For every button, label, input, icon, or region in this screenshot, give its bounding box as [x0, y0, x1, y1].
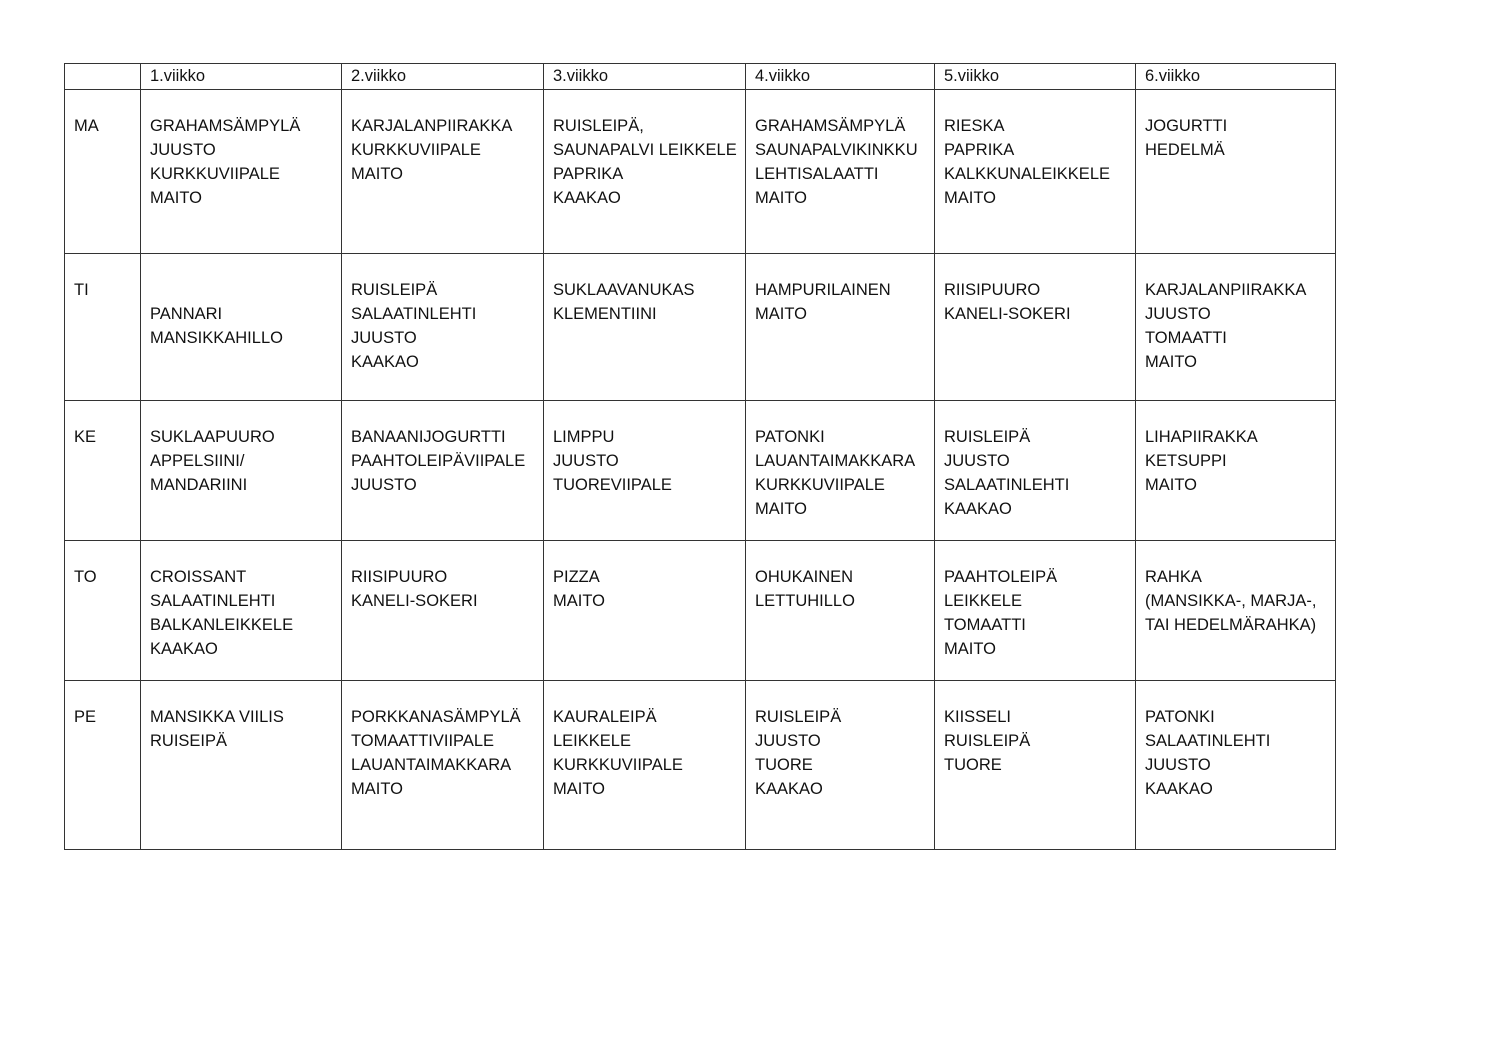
menu-item: KURKKUVIIPALE: [351, 141, 481, 159]
menu-item: KAAKAO: [944, 500, 1012, 518]
menu-cell: [342, 681, 544, 850]
menu-cell: [342, 401, 544, 541]
menu-item: LIHAPIIRAKKA: [1145, 428, 1258, 446]
menu-item: MAITO: [1145, 353, 1197, 371]
menu-item: RUISLEIPÄ,: [553, 117, 644, 135]
menu-item: SALAATINLEHTI: [150, 592, 276, 610]
menu-item: MANSIKKA VIILIS: [150, 708, 284, 726]
menu-item: PAAHTOLEIPÄVIIPALE: [351, 452, 526, 470]
menu-item: LIMPPU: [553, 428, 615, 446]
menu-cell: [342, 90, 544, 254]
menu-item: LETTUHILLO: [755, 592, 855, 610]
menu-cell: [342, 541, 544, 681]
menu-item: RIESKA: [944, 117, 1005, 135]
menu-item: TUORE: [944, 756, 1002, 774]
menu-item: KALKKUNALEIKKELE: [944, 165, 1110, 183]
menu-item: PATONKI: [755, 428, 825, 446]
menu-item: JUUSTO: [150, 141, 216, 159]
menu-cell: [935, 541, 1136, 681]
menu-item: KAAKAO: [351, 353, 419, 371]
menu-item: KARJALANPIIRAKKA: [1145, 281, 1307, 299]
menu-item: LEHTISALAATTI: [755, 165, 879, 183]
menu-item: PIZZA: [553, 568, 600, 586]
day-label: PE: [74, 708, 97, 726]
menu-item: CROISSANT: [150, 568, 247, 586]
menu-cell: [141, 681, 342, 850]
menu-item: KAAKAO: [150, 640, 218, 658]
menu-item: TOMAATTIVIIPALE: [351, 732, 495, 750]
day-cell: [65, 541, 141, 681]
menu-item: JUUSTO: [755, 732, 821, 750]
menu-item: BALKANLEIKKELE: [150, 616, 294, 634]
day-cell: [65, 681, 141, 850]
menu-item: SAUNAPALVIKINKKU: [755, 141, 918, 159]
menu-item: JUUSTO: [1145, 305, 1211, 323]
menu-cell: [935, 681, 1136, 850]
header-cell-day: [65, 64, 141, 90]
menu-item: GRAHAMSÄMPYLÄ: [755, 117, 906, 135]
menu-item: KANELI-SOKERI: [944, 305, 1071, 323]
menu-item: JUUSTO: [351, 329, 417, 347]
menu-item: LEIKKELE: [553, 732, 631, 750]
menu-item: MAITO: [755, 305, 807, 323]
header-cell-week-5: 5.viikko: [935, 64, 1136, 90]
menu-cell: [935, 90, 1136, 254]
menu-item: PAAHTOLEIPÄ: [944, 568, 1058, 586]
menu-cell: [544, 254, 746, 401]
menu-item: RUISLEIPÄ: [944, 428, 1031, 446]
menu-item: SALAATINLEHTI: [351, 305, 477, 323]
menu-item: JUUSTO: [944, 452, 1010, 470]
menu-item: HAMPURILAINEN: [755, 281, 891, 299]
menu-item: SAUNAPALVI LEIKKELE: [553, 141, 737, 159]
menu-item: PATONKI: [1145, 708, 1215, 726]
menu-item: RUISLEIPÄ: [944, 732, 1031, 750]
menu-item: MAITO: [944, 640, 996, 658]
menu-item: KAAKAO: [553, 189, 621, 207]
day-cell: [65, 401, 141, 541]
menu-cell: [746, 681, 935, 850]
menu-item: KLEMENTIINI: [553, 305, 657, 323]
menu-cell: [935, 401, 1136, 541]
menu-item: MAITO: [755, 500, 807, 518]
menu-item: TOMAATTI: [944, 616, 1026, 634]
menu-cell: [544, 541, 746, 681]
menu-item: (MANSIKKA-, MARJA-,: [1145, 592, 1317, 610]
menu-cell: [141, 401, 342, 541]
header-cell-week-3: 3.viikko: [544, 64, 746, 90]
day-label: TO: [74, 568, 97, 586]
menu-item: RIISIPUURO: [944, 281, 1041, 299]
menu-item: JUUSTO: [553, 452, 619, 470]
menu-item: RAHKA: [1145, 568, 1202, 586]
menu-item: TUORE: [755, 756, 813, 774]
menu-item: MAITO: [351, 780, 403, 798]
menu-item: JOGURTTI: [1145, 117, 1228, 135]
table-row: [65, 254, 1336, 401]
header-cell-week-4: 4.viikko: [746, 64, 935, 90]
blank-line: [150, 278, 333, 302]
menu-item: RUISLEIPÄ: [351, 281, 438, 299]
menu-item: MAITO: [1145, 476, 1197, 494]
menu-cell: [544, 401, 746, 541]
menu-item: TOMAATTI: [1145, 329, 1227, 347]
menu-item: MAITO: [150, 189, 202, 207]
menu-item: PAPRIKA: [944, 141, 1015, 159]
menu-item: SUKLAAPUURO: [150, 428, 275, 446]
header-row: [65, 64, 1336, 90]
table-row: [65, 401, 1336, 541]
menu-cell: [544, 90, 746, 254]
menu-item: SUKLAAVANUKAS: [553, 281, 695, 299]
menu-cell: [342, 254, 544, 401]
menu-item: PANNARI: [150, 305, 223, 323]
menu-cell: [141, 90, 342, 254]
menu-item: MAITO: [553, 780, 605, 798]
menu-item: TAI HEDELMÄRAHKA): [1145, 616, 1317, 634]
menu-cell: [141, 541, 342, 681]
menu-item: MANDARIINI: [150, 476, 248, 494]
menu-item: RUISEIPÄ: [150, 732, 228, 750]
menu-item: JUUSTO: [1145, 756, 1211, 774]
menu-cell: [544, 681, 746, 850]
header-cell-week-1: 1.viikko: [141, 64, 342, 90]
menu-cell: [746, 541, 935, 681]
menu-item: MAITO: [553, 592, 605, 610]
day-label: MA: [74, 117, 99, 135]
menu-cell: [746, 401, 935, 541]
menu-item: HEDELMÄ: [1145, 141, 1225, 159]
header-cell-week-6: 6.viikko: [1136, 64, 1336, 90]
menu-item: MANSIKKAHILLO: [150, 329, 283, 347]
menu-item: SALAATINLEHTI: [1145, 732, 1271, 750]
table-row: [65, 90, 1336, 254]
menu-cell: [141, 254, 342, 401]
table-row: [65, 541, 1336, 681]
menu-item: MAITO: [755, 189, 807, 207]
menu-item: KURKKUVIIPALE: [755, 476, 885, 494]
menu-item: KURKKUVIIPALE: [150, 165, 280, 183]
menu-cell: [1136, 90, 1336, 254]
day-label: KE: [74, 428, 97, 446]
menu-item: APPELSIINI/: [150, 452, 245, 470]
menu-cell: [746, 254, 935, 401]
menu-item: KAAKAO: [1145, 780, 1213, 798]
menu-cell: [1136, 254, 1336, 401]
menu-item: LAUANTAIMAKKARA: [351, 756, 512, 774]
menu-cell: [935, 254, 1136, 401]
day-label: TI: [74, 281, 89, 299]
menu-item: LEIKKELE: [944, 592, 1022, 610]
menu-body: [65, 90, 1336, 850]
menu-item: KURKKUVIIPALE: [553, 756, 683, 774]
header-cell-week-2: 2.viikko: [342, 64, 544, 90]
menu-item: MAITO: [944, 189, 996, 207]
menu-item: PORKKANASÄMPYLÄ: [351, 708, 521, 726]
menu-item: KAURALEIPÄ: [553, 708, 657, 726]
menu-item: KAAKAO: [755, 780, 823, 798]
menu-item: JUUSTO: [351, 476, 417, 494]
menu-item: BANAANIJOGURTTI: [351, 428, 506, 446]
menu-cell: [1136, 541, 1336, 681]
menu-item: KETSUPPI: [1145, 452, 1227, 470]
menu-item: RUISLEIPÄ: [755, 708, 842, 726]
menu-item: MAITO: [351, 165, 403, 183]
menu-cell: [746, 90, 935, 254]
menu-item: PAPRIKA: [553, 165, 624, 183]
menu-cell: [1136, 681, 1336, 850]
menu-item: KIISSELI: [944, 708, 1011, 726]
table-row: [65, 681, 1336, 850]
menu-item: OHUKAINEN: [755, 568, 854, 586]
menu-item: TUOREVIIPALE: [553, 476, 672, 494]
menu-item: GRAHAMSÄMPYLÄ: [150, 117, 301, 135]
snack-menu-table: [64, 63, 1336, 850]
day-cell: [65, 90, 141, 254]
menu-item: RIISIPUURO: [351, 568, 448, 586]
menu-item: KANELI-SOKERI: [351, 592, 478, 610]
menu-item: KARJALANPIIRAKKA: [351, 117, 513, 135]
menu-cell: [1136, 401, 1336, 541]
menu-item: LAUANTAIMAKKARA: [755, 452, 916, 470]
day-cell: [65, 254, 141, 401]
menu-item: SALAATINLEHTI: [944, 476, 1070, 494]
